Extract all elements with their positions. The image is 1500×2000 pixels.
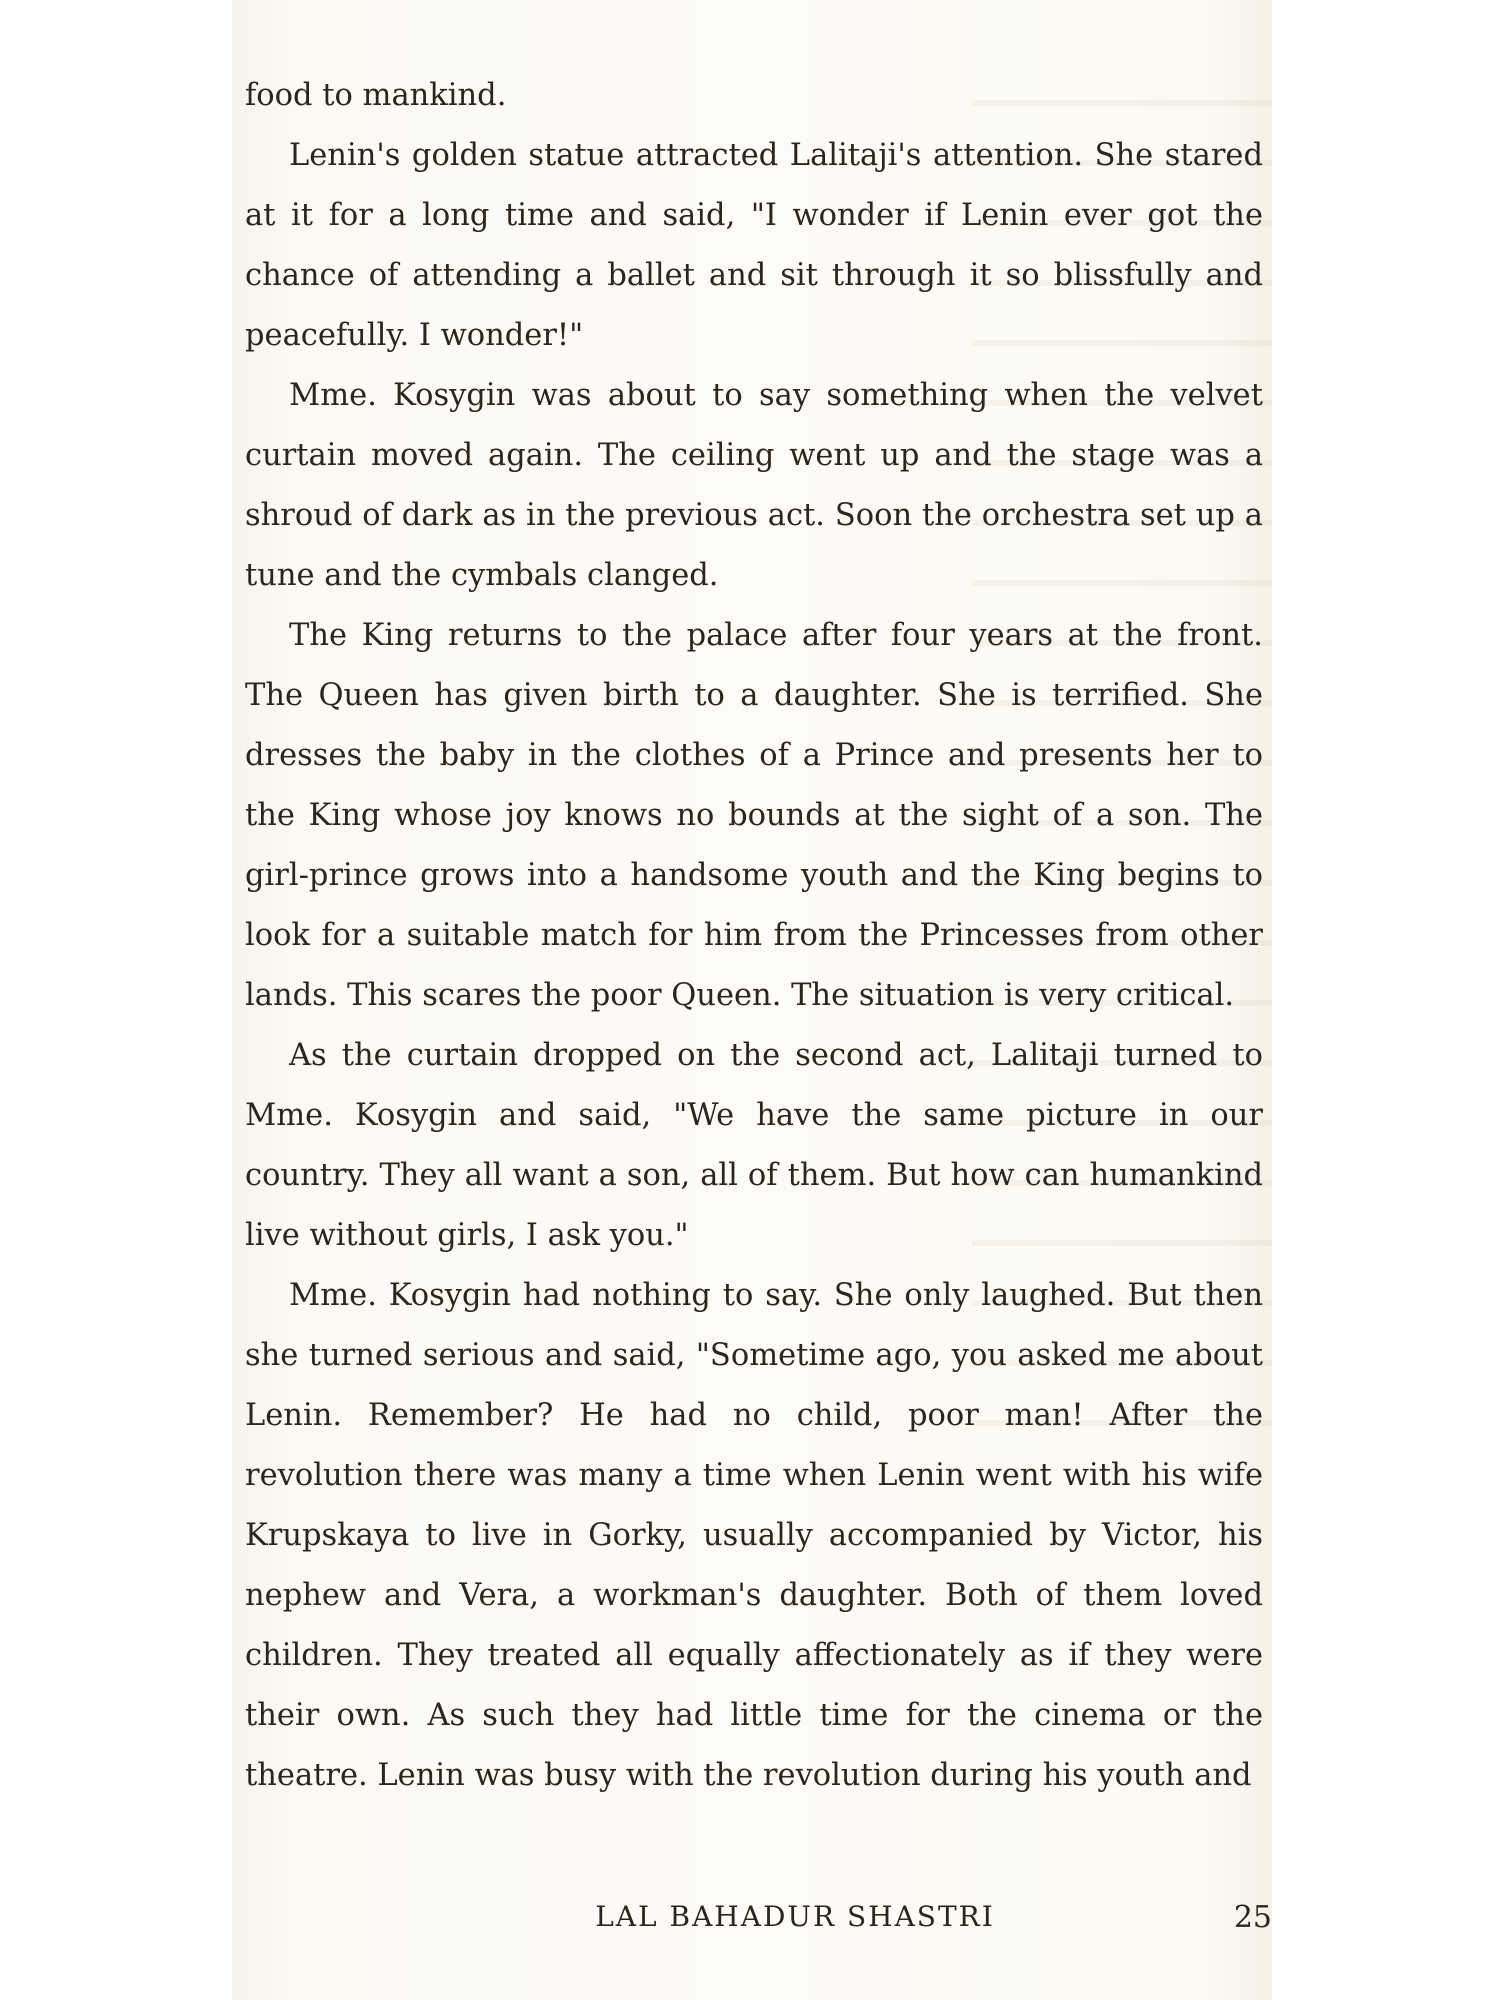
page-number: 25	[1233, 1900, 1272, 1935]
paragraph: Mme. Kosygin was about to say something when the velvet curtain moved again. The ceiling went up and the stage was a shroud of dark as in the previous act. Soon the orchestra set up a tune and the cymbals clanged.	[245, 378, 1263, 593]
running-footer-title: LAL BAHADUR SHASTRI	[595, 1900, 995, 1933]
paragraph: Lenin's golden statue attracted Lalitaji's attention. She stared at it for a long time and said, "I wonder if Lenin ever got the chance of attending a ballet and sit through it so blissfully and peacefully. I wonder!"	[245, 138, 1263, 353]
paragraph-continuation: food to mankind.	[245, 78, 507, 113]
paragraph: The King returns to the palace after four years at the front. The Queen has given birth to a daughter. She is terrified. She dresses the baby in the clothes of a Prince and presents her to the King whose joy knows no bounds at the sight of a son. The girl-prince grows into a handsome youth and the King begins to look for a suitable match for him from the Princesses from other lands. This scares the poor Queen. The situation is very critical.	[245, 618, 1263, 1013]
paragraph: Mme. Kosygin had nothing to say. She only laughed. But then she turned serious and said, "Sometime ago, you asked me about Lenin. Remember? He had no child, poor man! After the revolution there was many a time when Lenin went with his wife Krupskaya to live in Gorky, usually accompanied by Victor, his nephew and Vera, a workman's daughter. Both of them loved children. They treated all equally affectionately as if they were their own. As such they had little time for the cinema or the theatre. Lenin was busy with the revolution during his youth and	[245, 1278, 1263, 1793]
paragraph: As the curtain dropped on the second act, Lalitaji turned to Mme. Kosygin and said, "We have the same picture in our country. They all want a son, all of them. But how can humankind live without girls, I ask you."	[245, 1038, 1263, 1253]
body-text	[245, 66, 1263, 1806]
